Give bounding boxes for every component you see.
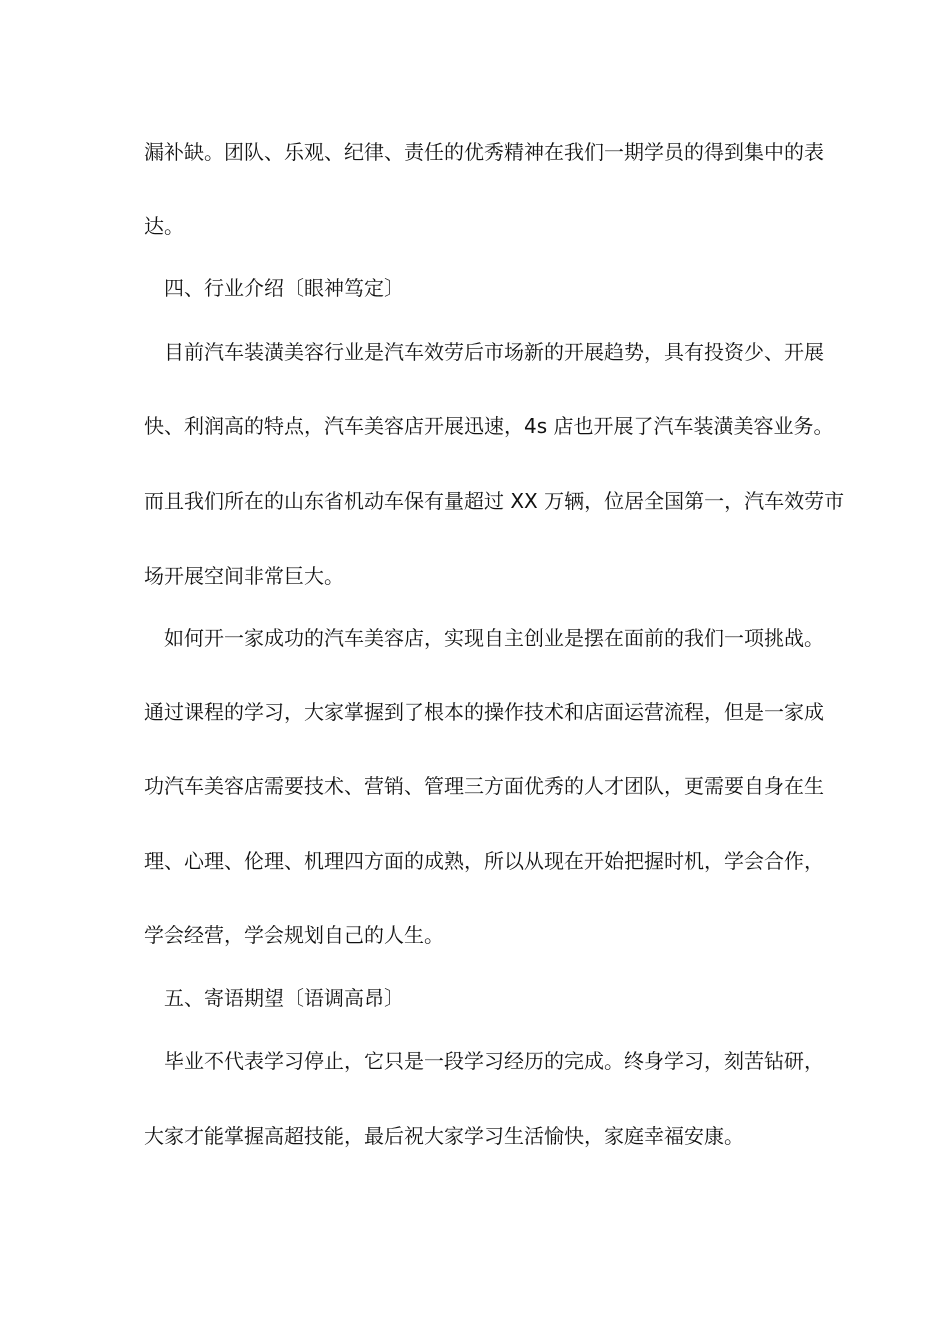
- paragraph-line: 目前汽车装潢美容行业是汽车效劳后市场新的开展趋势，具有投资少、开展: [164, 340, 824, 364]
- paragraph-continuation-line: 漏补缺。团队、乐观、纪律、责任的优秀精神在我们一期学员的得到集中的表: [144, 140, 824, 164]
- section-heading-industry-intro: 四、行业介绍〔眼神笃定〕: [164, 276, 404, 300]
- paragraph-continuation-line: 达。: [144, 214, 184, 238]
- paragraph-line: 功汽车美容店需要技术、营销、管理三方面优秀的人才团队，更需要自身在生: [144, 774, 824, 798]
- section-heading-expectations: 五、寄语期望〔语调高昂〕: [164, 986, 404, 1010]
- paragraph-line: 场开展空间非常巨大。: [144, 564, 344, 588]
- paragraph-line: 学会经营，学会规划自己的人生。: [144, 923, 444, 947]
- paragraph-line: 如何开一家成功的汽车美容店，实现自主创业是摆在面前的我们一项挑战。: [164, 626, 824, 650]
- paragraph-line: 而且我们所在的山东省机动车保有量超过 XX 万辆，位居全国第一，汽车效劳市: [144, 489, 845, 513]
- paragraph-line: 通过课程的学习，大家掌握到了根本的操作技术和店面运营流程，但是一家成: [144, 700, 824, 724]
- paragraph-line: 理、心理、伦理、机理四方面的成熟，所以从现在开始把握时机，学会合作，: [144, 849, 824, 873]
- paragraph-line: 毕业不代表学习停止，它只是一段学习经历的完成。终身学习，刻苦钻研，: [164, 1049, 824, 1073]
- paragraph-line: 大家才能掌握高超技能，最后祝大家学习生活愉快，家庭幸福安康。: [144, 1124, 744, 1148]
- paragraph-line: 快、利润高的特点，汽车美容店开展迅速，4s 店也开展了汽车装潢美容业务。: [144, 414, 834, 438]
